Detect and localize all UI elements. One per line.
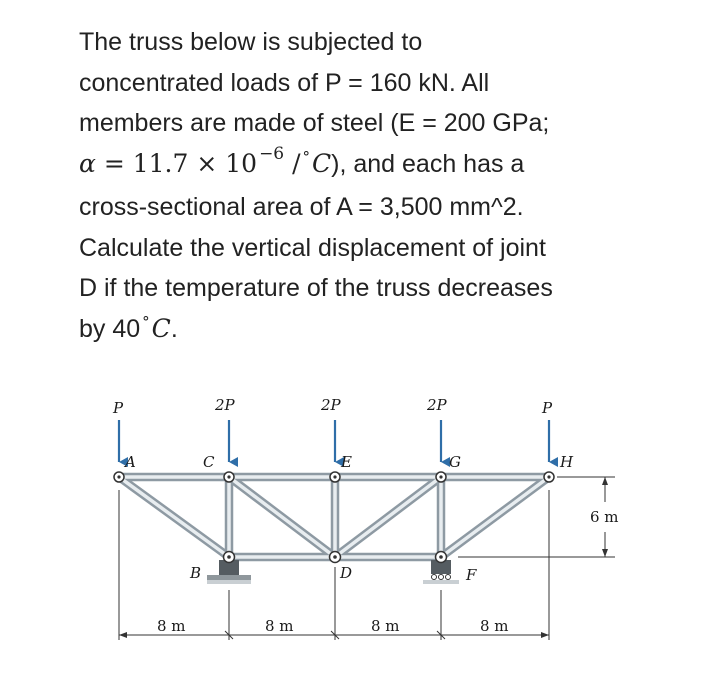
member-hf [441, 477, 549, 557]
problem-line-4-rest: ), and each has a [331, 149, 525, 178]
problem-line-4 [79, 144, 679, 188]
span-label-2: 8 m [265, 617, 294, 635]
truss-figure [0, 380, 720, 678]
problem-line-5: cross-sectional area of A = 3,500 mm^2. [79, 193, 524, 221]
joint-label-f: F [466, 566, 477, 584]
load-label-e: 2P [321, 396, 341, 414]
joint-label-h: H [560, 453, 574, 471]
joint-label-b: B [190, 564, 202, 582]
temperature-degree-symbol: ° [142, 312, 150, 331]
alpha-value: = 11.7 × 10 [95, 148, 258, 178]
alpha-unit-c: C [312, 148, 332, 178]
problem-line-8-end: . [170, 314, 178, 343]
problem-line-3: members are made of steel (E = 200 GPa; [79, 109, 550, 137]
span-label-1: 8 m [157, 617, 186, 635]
load-label-c: 2P [215, 396, 235, 414]
problem-statement [79, 22, 679, 352]
joint-label-d: D [340, 564, 353, 582]
member-ab [119, 477, 229, 557]
span-label-3: 8 m [371, 617, 400, 635]
joint-label-e: E [341, 453, 352, 471]
span-label-4: 8 m [480, 617, 509, 635]
joint-label-c: C [203, 453, 215, 471]
truss-members [119, 477, 549, 557]
problem-line-6: Calculate the vertical displacement of joint [79, 233, 546, 262]
joint-label-a: A [125, 453, 136, 471]
load-label-a: P [113, 399, 124, 417]
load-label-h: P [542, 399, 553, 417]
alpha-degree-symbol: ° [302, 147, 310, 166]
member-gd [335, 477, 441, 557]
problem-line-7: D if the temperature of the truss decreases [79, 274, 553, 302]
problem-line-2: concentrated loads of P = 160 kN. All [79, 68, 490, 97]
temperature-unit: C [151, 313, 171, 343]
roller-support-f [423, 560, 459, 584]
problem-line-8 [79, 309, 679, 353]
pin-support-b [207, 560, 251, 584]
truss-diagram [0, 380, 720, 673]
joint-label-g: G [449, 453, 461, 471]
load-label-g: 2P [427, 396, 447, 414]
height-label: 6 m [590, 508, 619, 526]
temperature-change: by 40 [79, 314, 141, 343]
alpha-exponent: −6 [259, 143, 285, 164]
member-cd [229, 477, 335, 557]
alpha-unit-slash: / [284, 148, 301, 178]
alpha-symbol: α [79, 148, 96, 178]
problem-line-1: The truss below is subjected to [79, 28, 423, 56]
load-arrows [119, 420, 549, 462]
